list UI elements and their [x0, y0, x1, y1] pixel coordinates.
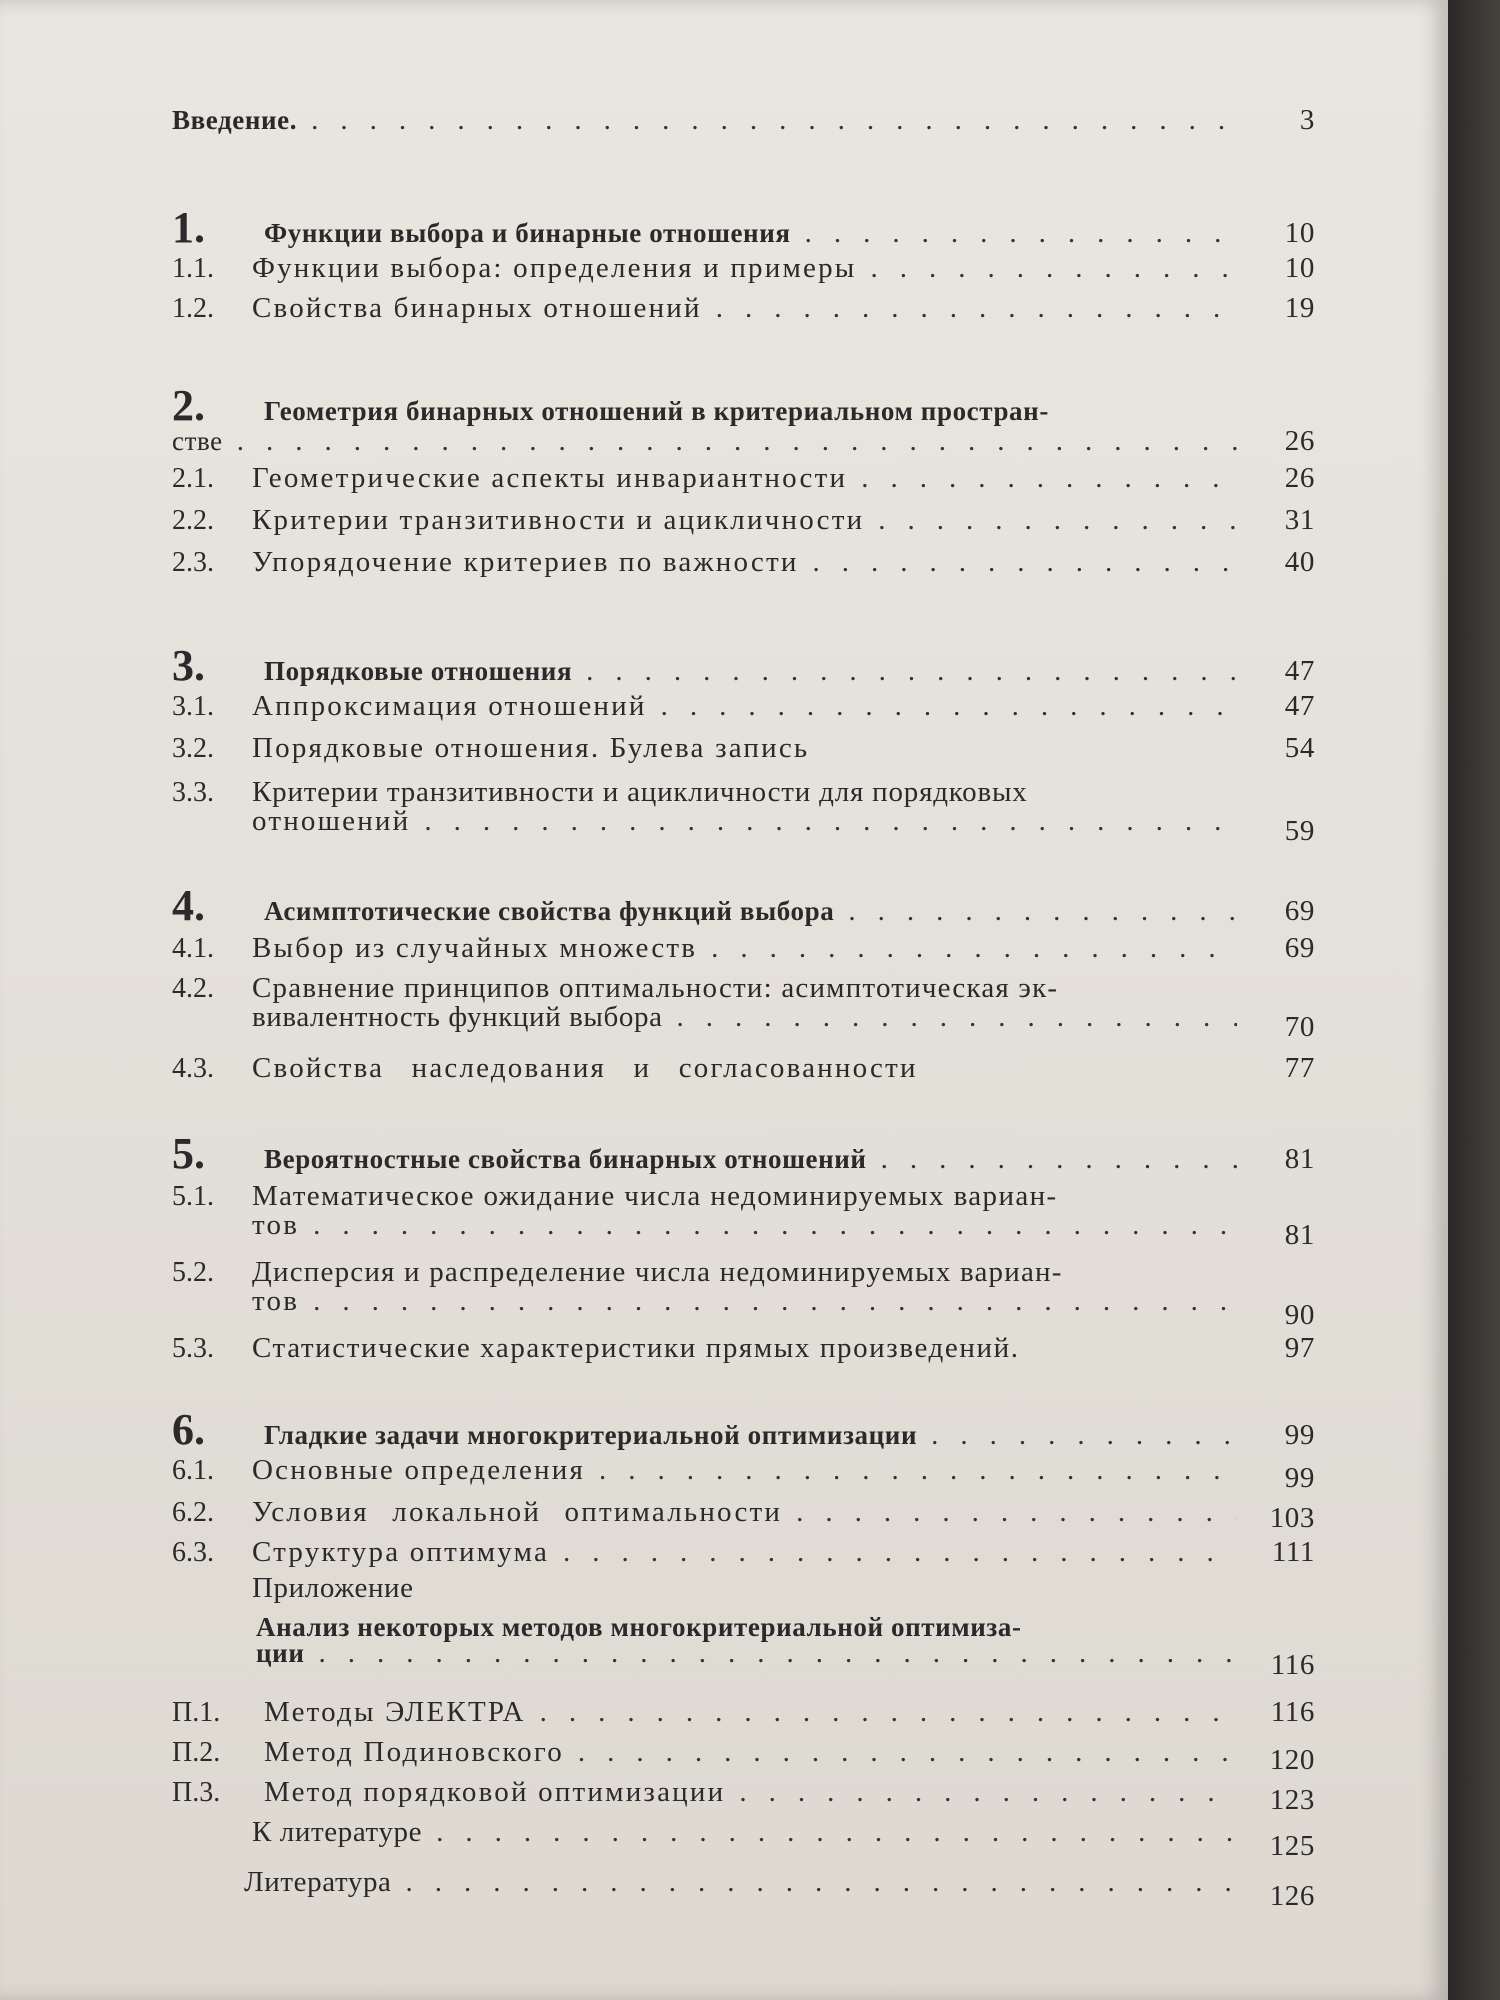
toc-entry-to-literature[interactable] — [172, 1816, 1315, 1862]
section-number: 1.2. — [172, 293, 214, 324]
entry-page: 69 — [1284, 932, 1315, 964]
section-number: П.3. — [172, 1777, 221, 1808]
chapter-title-line-2: стве — [172, 426, 223, 456]
section-number: 6.1. — [172, 1455, 214, 1486]
leader-dots — [711, 932, 1237, 965]
entry-page: 123 — [1269, 1784, 1315, 1816]
section-title: Метод порядковой оптимизации — [264, 1776, 726, 1808]
section-number: 1.1. — [172, 253, 214, 284]
entry-page: 81 — [1284, 1143, 1315, 1175]
toc-section-3-1[interactable] — [172, 690, 1315, 723]
section-title: Функции выбора: определения и примеры — [252, 252, 857, 284]
entry-page: 47 — [1284, 690, 1315, 722]
leader-dots — [313, 1285, 1237, 1318]
entry-title: К литературе — [252, 1816, 423, 1848]
section-title: Структура оптимума — [252, 1536, 550, 1568]
leader-dots — [599, 1454, 1237, 1487]
leader-dots — [586, 655, 1237, 688]
section-number: 3.1. — [172, 691, 214, 722]
section-title: Условия локальной оптимальности — [252, 1496, 783, 1528]
section-number: 4.1. — [172, 933, 214, 964]
chapter-title: Вероятностные свойства бинарных отношений — [264, 1144, 867, 1174]
toc-chapter-1[interactable] — [172, 202, 1315, 253]
toc-appendix-label[interactable] — [172, 1572, 1315, 1605]
section-title-line-1: Дисперсия и распределение числа недоминируемых вариан- — [252, 1256, 1063, 1288]
leader-dots — [313, 1209, 1237, 1242]
section-number: 4.2. — [172, 973, 214, 1004]
section-title-line-2: отношений — [252, 805, 411, 837]
leader-dots — [716, 292, 1237, 325]
leader-dots — [931, 1419, 1237, 1452]
leader-dots — [870, 252, 1237, 285]
leader-dots — [563, 1536, 1237, 1569]
section-number: 4.3. — [172, 1053, 214, 1084]
toc-entry-literature[interactable] — [172, 1866, 1315, 1912]
toc-section-2-3[interactable] — [172, 546, 1315, 579]
section-title: Выбор из случайных множеств — [252, 932, 698, 964]
section-title-line-1: Критерии транзитивности и ацикличности для порядковых — [252, 776, 1028, 808]
section-title-line-2: тов — [252, 1209, 300, 1241]
toc-section-1-1[interactable] — [172, 252, 1315, 285]
table-of-contents — [172, 0, 1315, 2000]
toc-section-2-1[interactable] — [172, 462, 1315, 495]
entry-page: 103 — [1269, 1502, 1315, 1534]
entry-page: 111 — [1271, 1536, 1315, 1568]
section-title: Статистические характеристики прямых произведений. — [252, 1332, 1020, 1364]
entry-title: Введение. — [172, 105, 298, 135]
toc-appendix-title[interactable] — [172, 1612, 1315, 1681]
toc-section-6-1[interactable] — [172, 1454, 1315, 1494]
section-number: 5.2. — [172, 1257, 214, 1288]
section-number: П.1. — [172, 1697, 221, 1728]
toc-section-4-2[interactable] — [172, 972, 1315, 1043]
toc-chapter-2[interactable] — [172, 380, 1315, 458]
toc-chapter-5[interactable] — [172, 1128, 1315, 1179]
toc-section-3-3[interactable] — [172, 776, 1315, 847]
page-edge-shadow — [1448, 0, 1500, 2000]
section-title: Метод Подиновского — [264, 1736, 564, 1768]
entry-page: 125 — [1269, 1830, 1315, 1862]
leader-dots — [677, 1001, 1237, 1034]
leader-dots — [311, 104, 1237, 137]
chapter-number: 2. — [172, 381, 205, 430]
section-number: 2.1. — [172, 463, 214, 494]
leader-dots — [318, 1637, 1237, 1670]
leader-dots — [848, 895, 1237, 928]
leader-dots — [861, 462, 1237, 495]
toc-appendix-section-1[interactable] — [172, 1696, 1315, 1729]
section-number: 3.2. — [172, 733, 214, 764]
leader-dots — [805, 217, 1237, 250]
section-title-line-1: Математическое ожидание числа недоминируемых вариан- — [252, 1180, 1058, 1212]
appendix-label: Приложение — [252, 1572, 414, 1604]
leader-dots — [739, 1776, 1237, 1809]
entry-page: 10 — [1284, 217, 1315, 249]
section-title: Упорядочение критериев по важности — [252, 546, 799, 578]
leader-dots — [424, 805, 1237, 838]
entry-page: 126 — [1269, 1880, 1315, 1912]
toc-section-5-3[interactable] — [172, 1332, 1315, 1365]
entry-page: 99 — [1284, 1462, 1315, 1494]
toc-appendix-section-3[interactable] — [172, 1776, 1315, 1816]
entry-page: 19 — [1284, 292, 1315, 324]
section-title: Свойства наследования и согласованности — [252, 1052, 918, 1084]
section-title: Геометрические аспекты инвариантности — [252, 462, 848, 494]
entry-page: 59 — [1284, 815, 1315, 847]
section-title-line-2: вивалентность функций выбора — [252, 1001, 663, 1033]
toc-section-5-2[interactable] — [172, 1256, 1315, 1331]
entry-page: 54 — [1284, 732, 1315, 764]
entry-page: 97 — [1284, 1332, 1315, 1364]
section-title: Свойства бинарных отношений — [252, 292, 702, 324]
entry-title: Литература — [244, 1866, 392, 1898]
toc-section-3-2[interactable] — [172, 732, 1315, 765]
toc-section-4-1[interactable] — [172, 932, 1315, 965]
entry-page: 69 — [1284, 895, 1315, 927]
section-number: 6.2. — [172, 1497, 214, 1528]
toc-section-6-3[interactable] — [172, 1536, 1315, 1569]
chapter-title: Гладкие задачи многокритериальной оптимизации — [264, 1420, 918, 1450]
appendix-title-line-2: ции — [256, 1638, 305, 1668]
toc-appendix-section-2[interactable] — [172, 1736, 1315, 1776]
entry-page: 3 — [1299, 104, 1315, 136]
entry-page: 90 — [1284, 1299, 1315, 1331]
leader-dots — [237, 425, 1237, 458]
entry-page: 10 — [1284, 252, 1315, 284]
entry-page: 70 — [1284, 1011, 1315, 1043]
toc-section-2-2[interactable] — [172, 504, 1315, 537]
appendix-title-line-1: Анализ некоторых методов многокритериальной оптимиза- — [256, 1612, 1022, 1642]
section-number: 6.3. — [172, 1537, 214, 1568]
chapter-title-line-1: Геометрия бинарных отношений в критериальном простран- — [264, 396, 1049, 426]
section-number: 5.3. — [172, 1333, 214, 1364]
section-title: Аппроксимация отношений — [252, 690, 647, 722]
section-title: Порядковые отношения. Булева запись — [252, 732, 810, 764]
section-title: Основные определения — [252, 1454, 586, 1486]
entry-page: 99 — [1284, 1419, 1315, 1451]
section-number: 3.3. — [172, 777, 214, 808]
entry-page: 116 — [1270, 1696, 1315, 1728]
entry-page: 40 — [1284, 546, 1315, 578]
leader-dots — [796, 1496, 1237, 1529]
toc-chapter-4[interactable] — [172, 880, 1315, 931]
toc-entry-intro[interactable] — [172, 104, 1315, 137]
section-title-line-2: тов — [252, 1285, 300, 1317]
section-number: 2.2. — [172, 505, 214, 536]
section-title: Критерии транзитивности и ацикличности — [252, 504, 865, 536]
section-number: 5.1. — [172, 1181, 214, 1212]
chapter-title: Асимптотические свойства функций выбора — [264, 896, 835, 926]
leader-dots — [436, 1816, 1237, 1849]
entry-page: 26 — [1284, 425, 1315, 457]
chapter-title: Функции выбора и бинарные отношения — [264, 218, 791, 248]
chapter-title: Порядковые отношения — [264, 656, 573, 686]
chapter-number: 5. — [172, 1129, 205, 1178]
entry-page: 77 — [1284, 1052, 1315, 1084]
entry-page: 116 — [1270, 1649, 1315, 1681]
leader-dots — [578, 1736, 1237, 1769]
chapter-number: 3. — [172, 641, 205, 690]
leader-dots — [661, 690, 1237, 723]
toc-chapter-6[interactable] — [172, 1404, 1315, 1455]
entry-page: 31 — [1284, 504, 1315, 536]
entry-page: 120 — [1269, 1744, 1315, 1776]
section-number: 2.3. — [172, 547, 214, 578]
chapter-number: 6. — [172, 1405, 205, 1454]
entry-page: 81 — [1284, 1219, 1315, 1251]
leader-dots — [881, 1143, 1237, 1176]
toc-chapter-3[interactable] — [172, 640, 1315, 691]
entry-page: 26 — [1284, 462, 1315, 494]
toc-section-1-2[interactable] — [172, 292, 1315, 325]
leader-dots — [878, 504, 1237, 537]
toc-section-5-1[interactable] — [172, 1180, 1315, 1251]
leader-dots — [406, 1866, 1237, 1899]
leader-dots — [540, 1696, 1237, 1729]
section-number: П.2. — [172, 1737, 221, 1768]
toc-section-6-2[interactable] — [172, 1496, 1315, 1534]
entry-page: 47 — [1284, 655, 1315, 687]
toc-section-4-3[interactable] — [172, 1052, 1315, 1085]
leader-dots — [813, 546, 1237, 579]
section-title-line-1: Сравнение принципов оптимальности: асимптотическая эк- — [252, 972, 1059, 1004]
chapter-number: 1. — [172, 203, 205, 252]
chapter-number: 4. — [172, 881, 205, 930]
section-title: Методы ЭЛЕКТРА — [264, 1696, 526, 1728]
